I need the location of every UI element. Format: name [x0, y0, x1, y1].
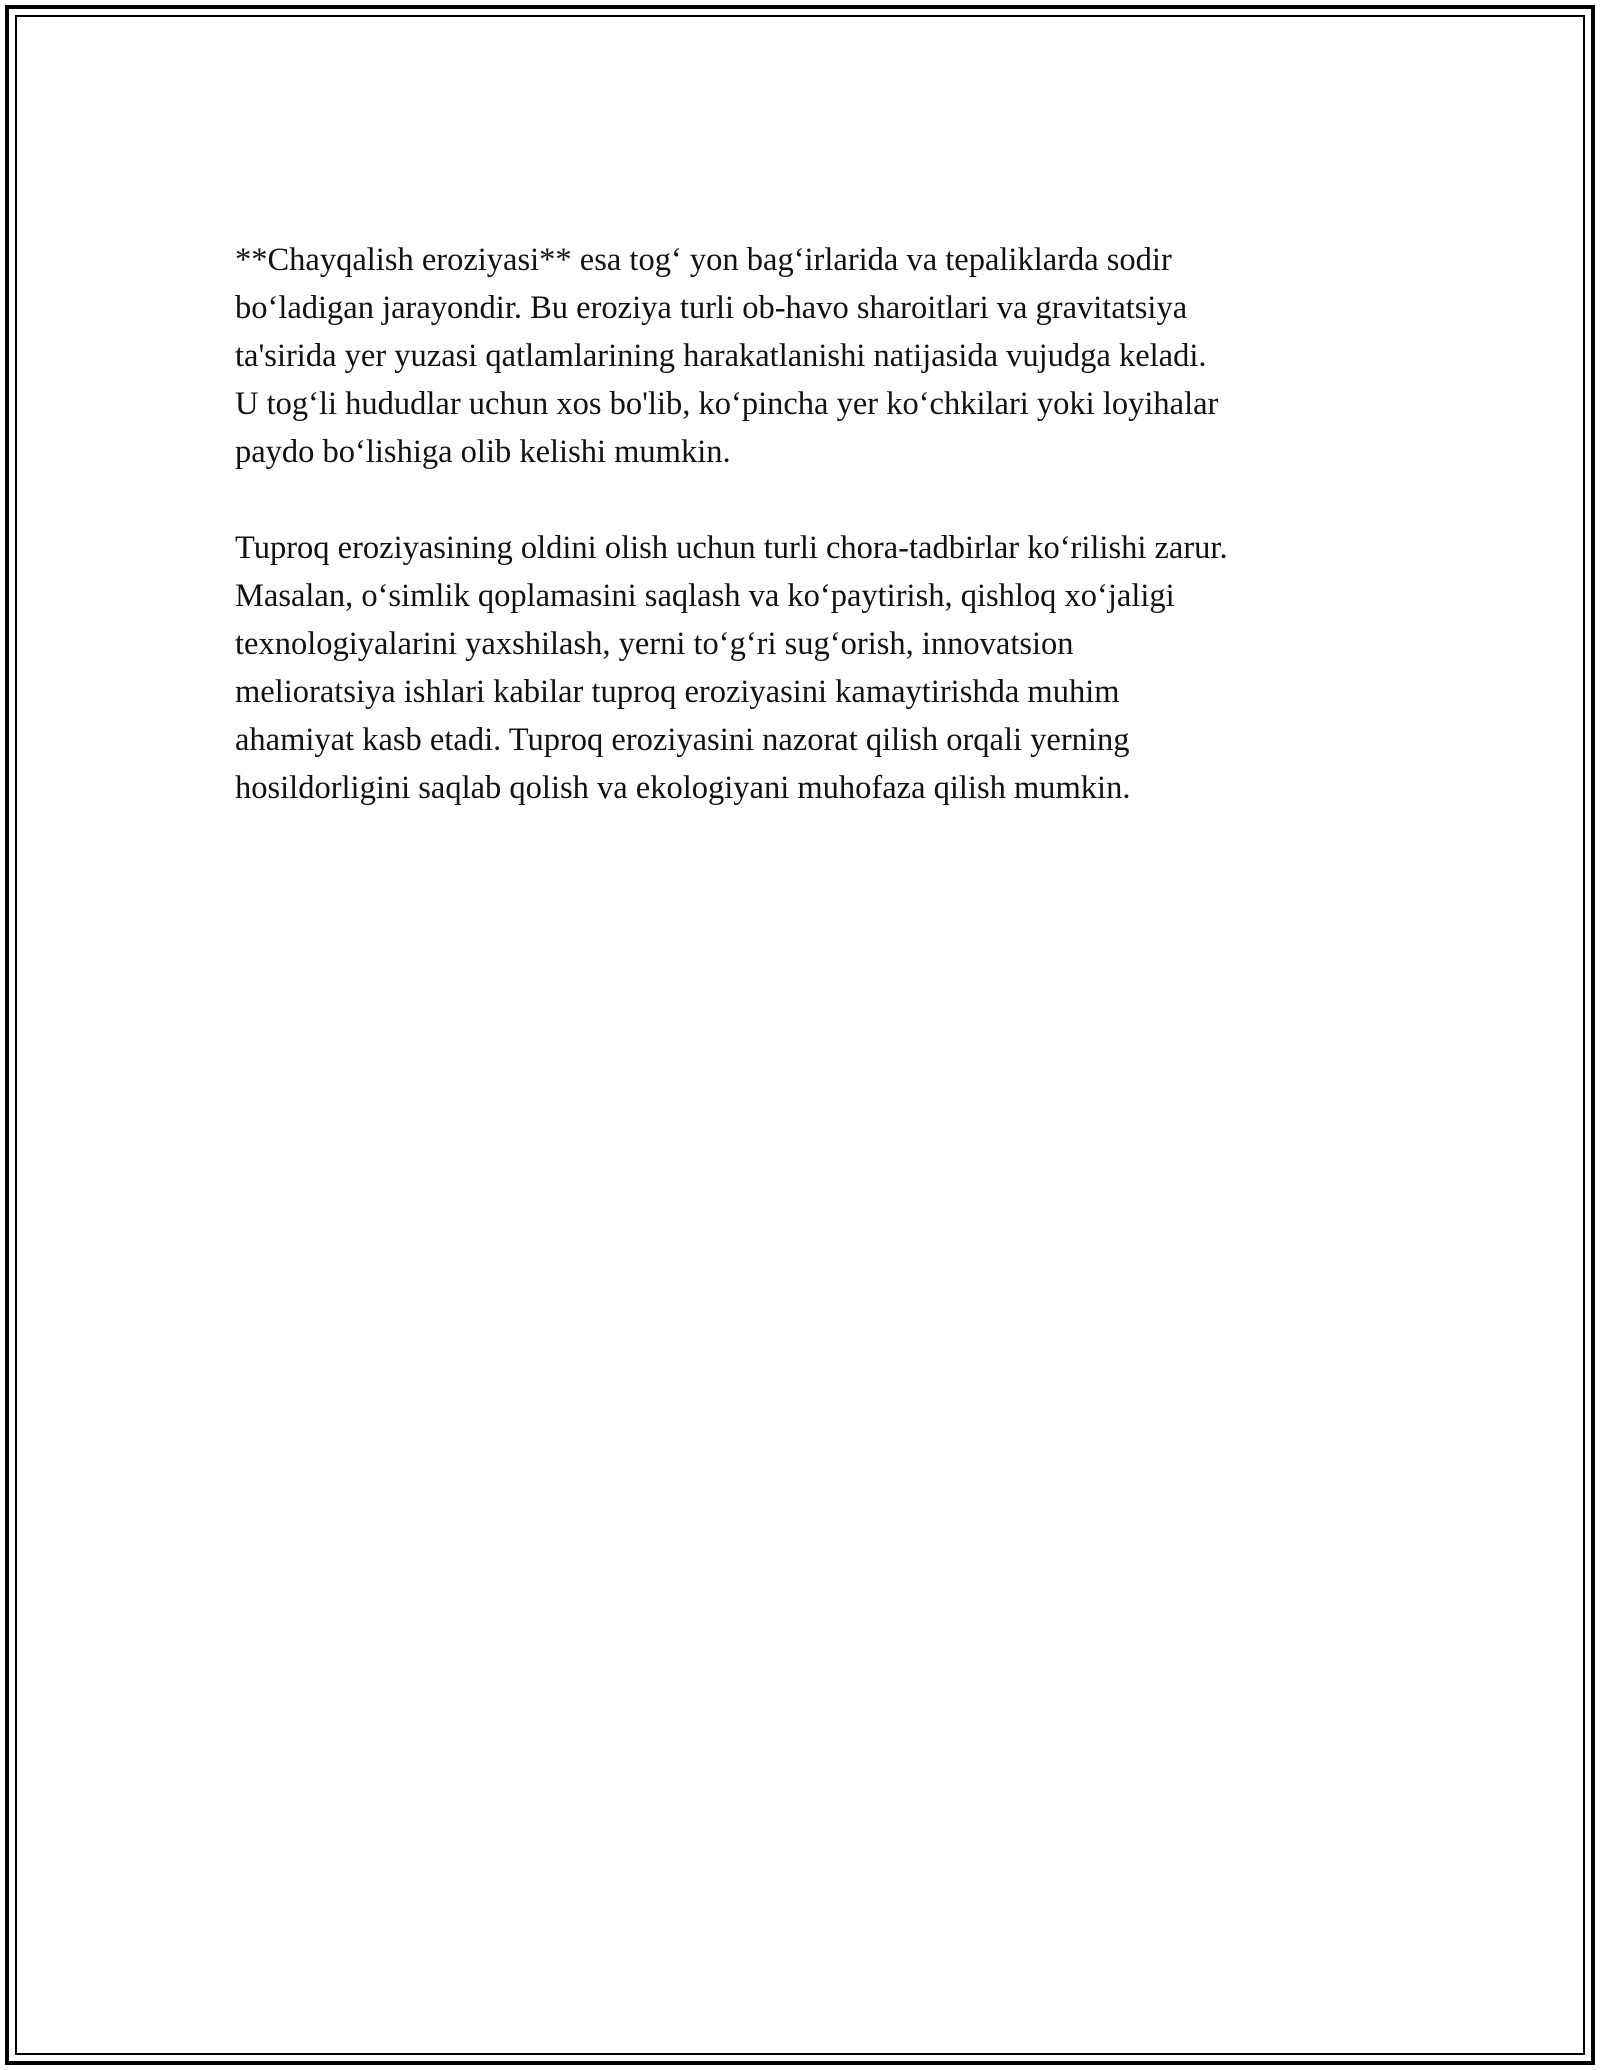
text-line: paydo bo‘lishiga olib kelishi mumkin. — [235, 434, 731, 470]
text-line: melioratsiya ishlari kabilar tuproq eroziyasini kamaytirishda muhim — [235, 674, 1120, 710]
document-body — [235, 236, 1375, 812]
text-line: ahamiyat kasb etadi. Tuproq eroziyasini nazorat qilish orqali yerning — [235, 722, 1130, 758]
text-line: ta'sirida yer yuzasi qatlamlarining harakatlanishi natijasida vujudga keladi. — [235, 338, 1207, 374]
text-line: **Chayqalish eroziyasi** esa tog‘ yon bag‘irlarida va tepaliklarda sodir — [235, 242, 1172, 278]
text-line: hosildorligini saqlab qolish va ekologiyani muhofaza qilish mumkin. — [235, 770, 1131, 806]
paragraph-erosion-prevention — [235, 524, 1375, 812]
paragraph-spacer — [235, 476, 1375, 524]
text-line: bo‘ladigan jarayondir. Bu eroziya turli ob-havo sharoitlari va gravitatsiya — [235, 290, 1188, 326]
text-line: Masalan, o‘simlik qoplamasini saqlash va ko‘paytirish, qishloq xo‘jaligi — [235, 578, 1175, 614]
text-line: Tuproq eroziyasining oldini olish uchun turli chora-tadbirlar ko‘rilishi zarur. — [235, 530, 1228, 566]
text-line: U tog‘li hududlar uchun xos bo'lib, ko‘pincha yer ko‘chkilari yoki loyihalar — [235, 386, 1219, 422]
text-line: texnologiyalarini yaxshilash, yerni to‘g‘ri sug‘orish, innovatsion — [235, 626, 1074, 662]
paragraph-chayqalish-erosion — [235, 236, 1375, 476]
